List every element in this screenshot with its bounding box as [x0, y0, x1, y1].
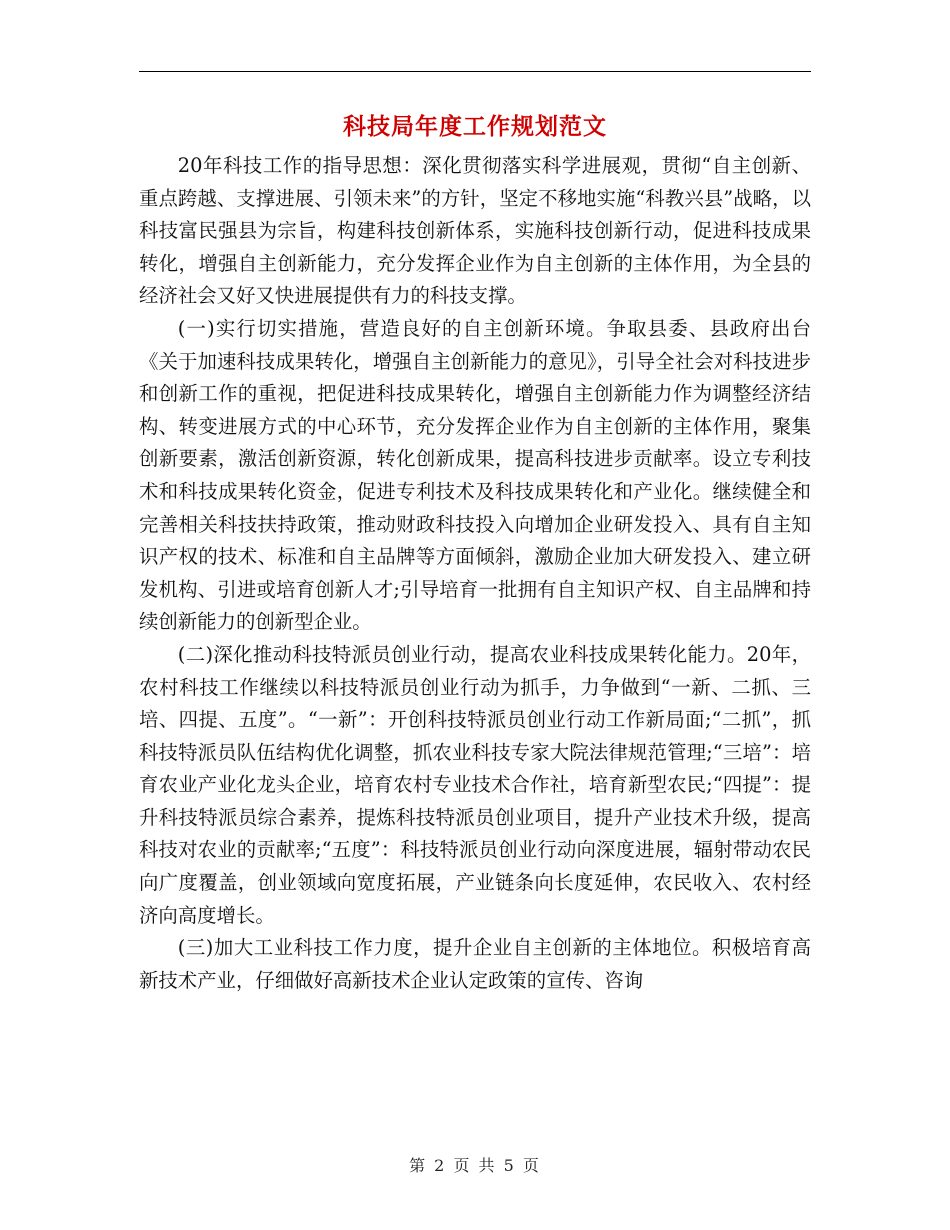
page-number: 第 2 页 共 5 页: [409, 1156, 541, 1175]
paragraph-section-1: (一)实行切实措施，营造良好的自主创新环境。争取县委、县政府出台《关于加速科技成果转化，增强自主创新能力的意见》，引导全社会对科技进步和创新工作的重视，把促进科技成果转化，增强自主创新能力作为调整经济结构、转变进展方式的中心环节，充分发挥企业作为自主创新的主体作用，聚集创新要素，激活创新资源，转化创新成果，提高科技进步贡献率。设立专利技术和科技成果转化资金，促进专利技术及科技成果转化和产业化。继续健全和完善相关科技扶持政策，推动财政科技投入向增加企业研发投入、具有自主知识产权的技术、标准和自主品牌等方面倾斜，激励企业加大研发投入、建立研发机构、引进或培育创新人才;引导培育一批拥有自主知识产权、自主品牌和持续创新能力的创新型企业。: [139, 316, 811, 634]
header-rule: [139, 71, 811, 72]
paragraph-section-2: (二)深化推动科技特派员创业行动，提高农业科技成果转化能力。20年，农村科技工作继续以科技特派员创业行动为抓手，力争做到“一新、二抓、三培、四提、五度”。“一新”：开创科技特派员创业行动工作新局面;“二抓”，抓科技特派员队伍结构优化调整，抓农业科技专家大院法律规范管理;“三培”：培育农业产业化龙头企业，培育农村专业技术合作社，培育新型农民;“四提”：提升科技特派员综合素养，提炼科技特派员创业项目，提升产业技术升级，提高科技对农业的贡献率;“五度”：科技特派员创业行动向深度进展，辐射带动农民向广度覆盖，创业领域向宽度拓展，产业链条向长度延伸，农民收入、农村经济向高度增长。: [139, 642, 811, 927]
paragraph-guiding-ideology: 20年科技工作的指导思想：深化贯彻落实科学进展观，贯彻“自主创新、重点跨越、支撑进展、引领未来”的方针，坚定不移地实施“科教兴县”战略，以科技富民强县为宗旨，构建科技创新体系，实施科技创新行动，促进科技成果转化，增强自主创新能力，充分发挥企业作为自主创新的主体作用，为全县的经济社会又好又快进展提供有力的科技支撑。: [139, 154, 811, 308]
document-body: [139, 150, 811, 997]
paragraph-section-3: (三)加大工业科技工作力度，提升企业自主创新的主体地位。积极培育高新技术产业，仔细做好高新技术企业认定政策的宣传、咨询: [139, 936, 811, 992]
document-title: 科技局年度工作规划范文: [343, 113, 607, 140]
